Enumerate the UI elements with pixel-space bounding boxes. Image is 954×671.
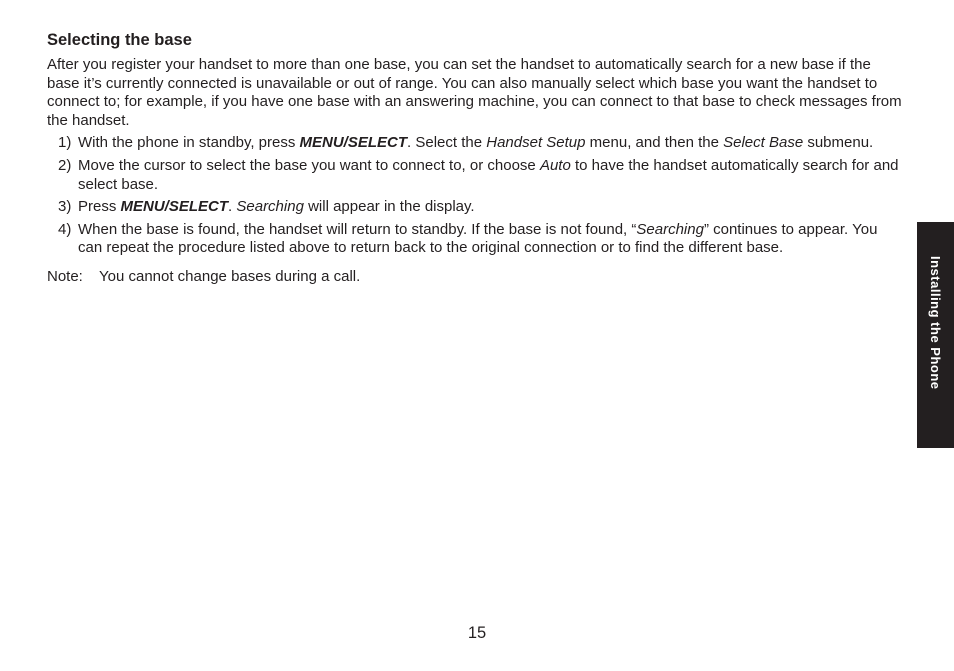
display-text: Searching	[636, 220, 704, 238]
key-name: MENU/SELECT	[299, 134, 408, 152]
step-text: will appear in the display.	[303, 198, 475, 216]
note-label: Note:	[47, 267, 83, 285]
step-text: Press	[78, 198, 121, 216]
option-name: Auto	[539, 156, 571, 174]
steps-list	[47, 134, 905, 258]
menu-name: Select Base	[723, 134, 804, 152]
menu-name: Handset Setup	[486, 134, 586, 152]
chapter-tab	[917, 222, 954, 448]
key-name: MENU/SELECT	[120, 198, 229, 216]
step-text: menu, and then the	[585, 134, 724, 152]
step-item	[47, 134, 905, 153]
chapter-tab-label: Installing the Phone	[928, 256, 943, 390]
section-heading: Selecting the base	[47, 31, 192, 49]
step-number: 1)	[58, 134, 72, 152]
step-text: When the base is found, the handset will return to standby. If the base is not found, “	[78, 220, 637, 238]
step-number: 2)	[58, 156, 72, 174]
manual-page	[47, 30, 905, 287]
step-text: to have the handset automatically search for and select base.	[78, 156, 899, 193]
step-number: 4)	[58, 220, 72, 238]
note	[47, 268, 905, 287]
step-text: submenu.	[803, 134, 874, 152]
step-text: With the phone in standby, press	[78, 134, 300, 152]
step-number: 3)	[58, 198, 72, 216]
display-text: Searching	[236, 198, 304, 216]
page-number: 15	[467, 624, 487, 642]
step-item	[47, 198, 905, 217]
step-item	[47, 221, 905, 258]
step-text: . Select the	[407, 134, 487, 152]
note-text: You cannot change bases during a call.	[99, 267, 361, 285]
step-text: ” continues to appear. You can repeat the procedure listed above to return back to the original connection or to find the different base.	[78, 220, 878, 257]
step-item	[47, 157, 905, 194]
intro-paragraph: After you register your handset to more than one base, you can set the handset to automatically search for a new base if the base it’s currently connected is unavailable or out of range. You can also manually select which base you want the handset to connect to; for example, if you have one base with an answering machine, you can connect to that base to check messages from the handset.	[47, 56, 902, 129]
step-text: .	[228, 198, 237, 216]
step-text: Move the cursor to select the base you want to connect to, or choose	[78, 156, 540, 174]
